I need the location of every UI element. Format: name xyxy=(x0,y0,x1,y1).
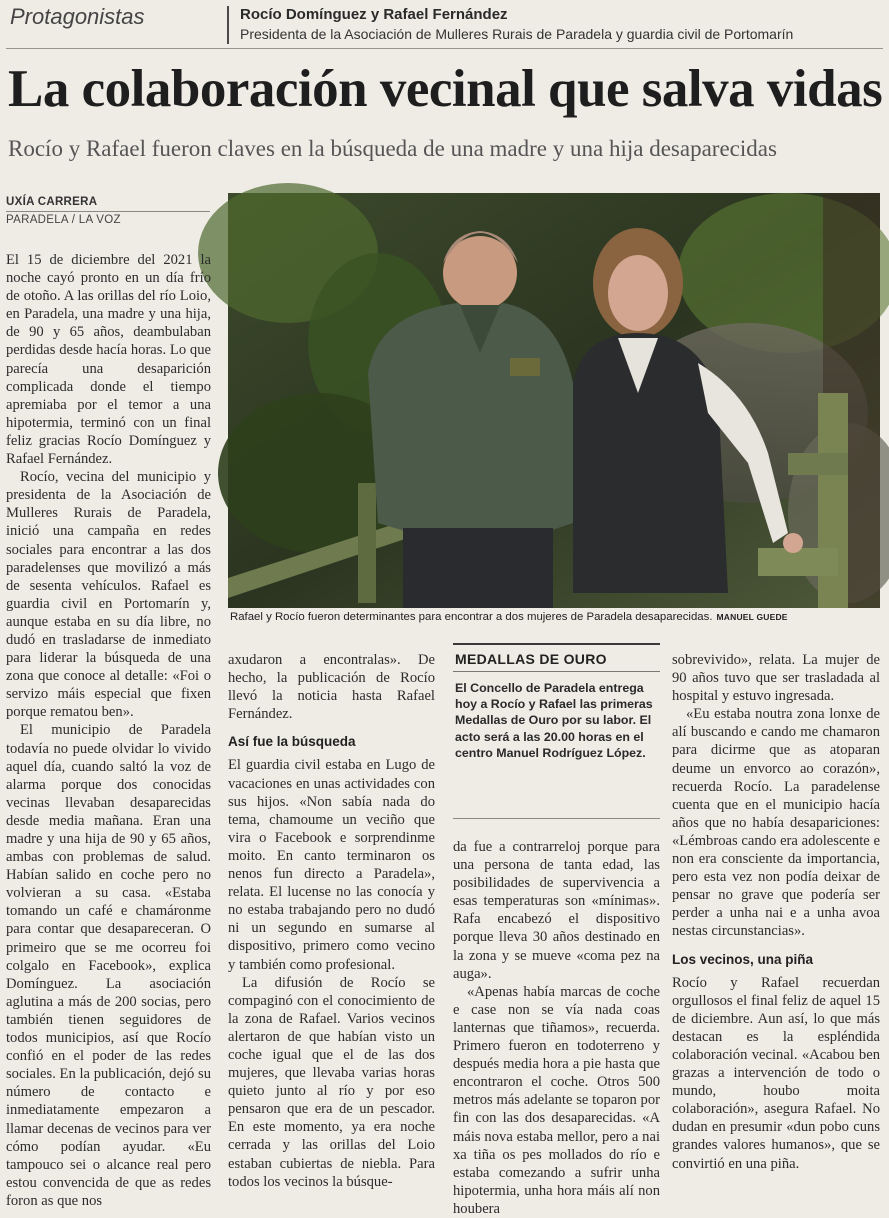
paragraph: La difusión de Rocío se compaginó con el conocimiento de la zona de Rafael. Varios vecinos alertaron de que habían visto un coche igual que el de las dos mujeres, que llevaba varias horas quieto junto al río y por eso pensaron que era de un pescador. En este momento, ya era noche cerrada y las orillas del Loio estaban cubiertas de niebla. Para todos los vecinos la búsque- xyxy=(228,974,435,1190)
article-column-1 xyxy=(6,251,211,1209)
paragraph: sobrevivido», relata. La mujer de 90 años tuvo que ser trasladada al hospital y estuvo ingresada. xyxy=(672,652,880,705)
paragraph: axudaron a encontralas». De hecho, la publicación de Rocío llevó la noticia hasta Rafael Fernández. xyxy=(228,652,435,723)
paragraph: El municipio de Paradela todavía no puede olvidar lo vivido aquel día, cuando saltó la voz de alarma porque dos conocidas vecinas llevaban desaparecidas desde media mañana. Eran una madre y una hija de 90 y 65 años, ambas con problemas de salud. Habían salido en coche pero no volvieran a su casa. «Estaba tomando un café e chamáronme para contar que desapareceran. O primeiro que se me ocorreu foi colgalo en Facebook», explica Domínguez. La asociación aglutina a más de 200 socias, pero también tienen seguidores de todos municipios, así que Rocío confió en el poder de las redes sociales. En la publicación, dejó su número de contacto e inmediatamente empezaron a llamar decenas de vecinos para ver cómo podían ayudar. «Eu tampouco sei o alcance real pero estou convencida de que as redes foron as que nos xyxy=(6,722,211,1209)
section-title: Protagonistas xyxy=(10,4,145,29)
subheading-busqueda: Así fue la búsqueda xyxy=(228,734,356,750)
protagonists-names: Rocío Domínguez y Rafael Fernández xyxy=(240,6,508,23)
protagonists-roles: Presidenta de la Asociación de Mulleres Rurais de Paradela y guardia civil de Portomarín xyxy=(240,26,794,42)
subheadline: Rocío y Rafael fueron claves en la búsqueda de una madre y una hija desaparecidas xyxy=(8,136,777,161)
header-divider xyxy=(227,6,229,44)
byline-rule xyxy=(6,211,210,212)
headline: La colaboración vecinal que salva vidas xyxy=(8,60,883,118)
article-column-3 xyxy=(453,838,660,1217)
box-bottom-rule xyxy=(453,818,660,819)
paragraph: da fue a contrarreloj porque para una persona de tanta edad, las posibilidades de supervivencia a esas temperaturas son «mínimas». Rafa encabezó el dispositivo porque lleva 30 años destinado en la zona y se mueve «coma pez na auga». xyxy=(453,839,660,982)
byline-author: UXÍA CARRERA xyxy=(6,196,98,208)
subheading-vecinos: Los vecinos, una piña xyxy=(672,951,814,967)
photo-caption xyxy=(230,611,880,623)
article-column-4 xyxy=(672,651,880,1198)
article-column-2 xyxy=(228,651,435,1198)
photo-illustration xyxy=(228,193,880,608)
photo-credit: MANUEL GUEDE xyxy=(716,612,788,622)
caption-text: Rafael y Rocío fueron determinantes para encontrar a dos mujeres de Paradela desaparecidas. xyxy=(230,611,713,623)
paragraph: El guardia civil estaba en Lugo de vacaciones en unas actividades con sus hijos. «Non sabía nada do tema, chamoume un veciño que vira o Facebook e sorprendinme moito. En canto terminaron os nenos fun directo a Paradela», relata. El lucense no las conocía y no estaba trabajando pero no dudó ni un segundo en sumarse al dispositivo, primero como vecino y también como profesional. xyxy=(228,757,435,973)
medals-sidebar-box xyxy=(453,643,660,819)
box-text: El Concello de Paradela entrega hoy a Rocío y Rafael las primeras Medallas de Ouro por su labor. El acto será a las 20.00 horas en el centro Manuel Rodríguez López. xyxy=(455,681,653,760)
byline-place: PARADELA / LA VOZ xyxy=(6,214,121,226)
article-photo xyxy=(228,193,880,608)
paragraph: «Eu estaba noutra zona lonxe de alí buscando e cando me chamaron para dicirme que as atoparan deume un envorco ao corazón», recuerda Rocío. La paradelense cuenta que en el municipio hacía años que no había desapariciones: «Lémbroas cando era adolescente e non era consciente da importancia, pero esta vez non podía deixar de pensar no grave que podería ser perder a unha nai e a unha avoa nestas circunstancias». xyxy=(672,706,880,940)
paragraph: «Apenas había marcas de coche e case non se vía nada coas lanternas que tiñamos», recuerda. Primero fueron en todoterreno y después media hora a pie hasta que encontraron el coche. Otros 500 metros más adelante se toparon por fin con las dos desaparecidas. «A máis nova estaba mellor, pero a nai xa tiña os pes mollados do río e estaba comezando a sufrir unha hipotermia, unha hora máis alí non houbera xyxy=(453,983,660,1217)
paragraph: Rocío y Rafael recuerdan orgullosos el final feliz de aquel 15 de diciembre. Aun así, lo que más destacan es la espléndida colaboración vecinal. «Acabou ben grazas a intervención de todo o mundo, houbo moita colaboración», asegura Rafael. No dudan en presumir «dun pobo cuns grandes valores humanos», que se convirtió en una piña. xyxy=(672,974,880,1172)
header-rule xyxy=(6,48,883,49)
box-title: MEDALLAS DE OURO xyxy=(453,645,660,672)
paragraph: Rocío, vecina del municipio y presidenta de la Asociación de Mulleres Rurais de Paradela, inició una campaña en redes sociales para encontrar a las dos paradelenses que movilizó a más de sesenta vehículos. Rafael es guardia civil en Portomarín y, aunque estaba en su día libre, no dudó en trasladarse de inmediato para liderar la búsqueda de una zona que conoce al detalle: «Foi o servizo máis especial que fixen porque rematou ben». xyxy=(6,469,211,721)
paragraph: El 15 de diciembre del 2021 la noche cayó pronto en un día frío de otoño. A las orillas del río Loio, en Paradela, una madre y una hija, de 90 y 65 años, deambulaban perdidas desde hacía horas. Lo que parecía una desaparición complicada donde el tiempo apremiaba por el temor a una hipotermia, terminó con un final feliz gracias Rocío Domínguez y Rafael Fernández. xyxy=(6,252,211,468)
